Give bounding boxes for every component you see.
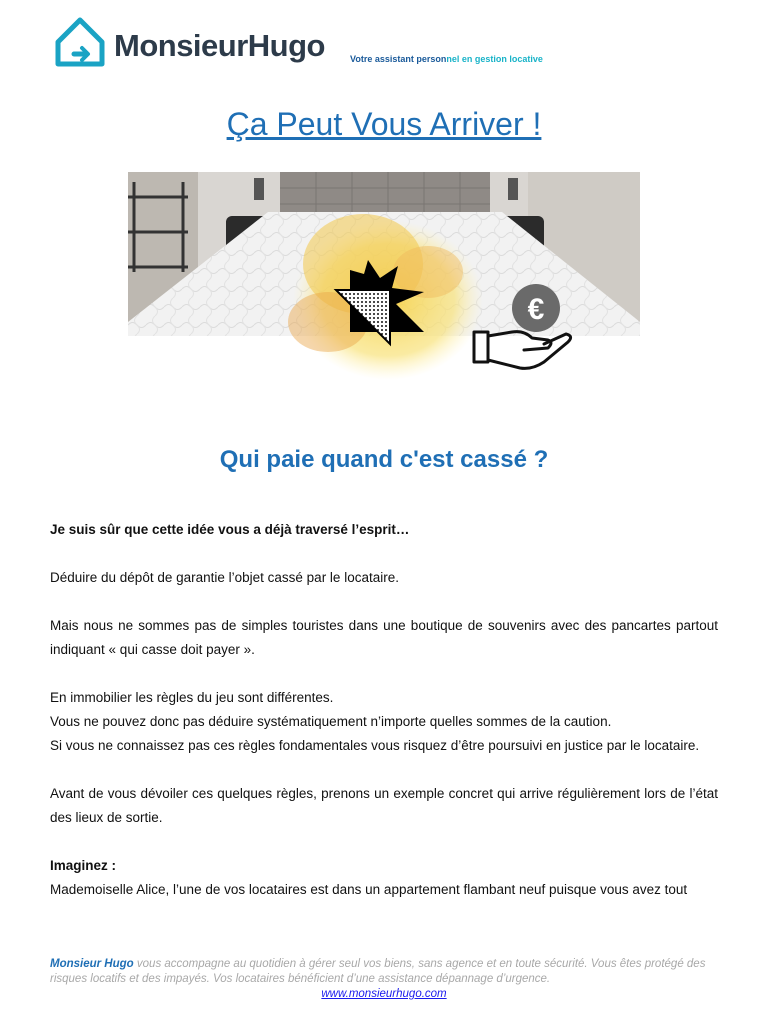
article-body xyxy=(50,518,718,902)
brand-part1: Monsieur xyxy=(114,28,248,63)
hero-illustration xyxy=(128,172,640,416)
brand-part2: Hugo xyxy=(247,28,325,63)
section-subtitle: Qui paie quand c'est cassé ? xyxy=(219,446,549,473)
page-title: Ça Peut Vous Arriver ! xyxy=(226,106,542,142)
paragraph-3a: En immobilier les règles du jeu sont différentes. xyxy=(50,690,334,705)
page-footer xyxy=(50,957,718,1002)
tagline-part1: Votre assistant person xyxy=(350,54,447,64)
paragraph-1: Déduire du dépôt de garantie l’objet cassé par le locataire. xyxy=(50,570,399,585)
tagline xyxy=(350,54,543,64)
paragraph-4: Avant de vous dévoiler ces quelques règles, prenons un exemple concret qui arrive régulièrement lors de l’état des lieux de sortie. xyxy=(50,786,718,825)
euro-symbol: € xyxy=(527,293,545,326)
footer-brand: Monsieur Hugo xyxy=(50,958,134,970)
brand-name xyxy=(114,28,325,64)
paragraph-5: Mademoiselle Alice, l’une de vos locataires est dans un appartement flambant neuf puisque vous avez tout xyxy=(50,882,688,897)
imagine-heading: Imaginez : xyxy=(50,858,117,873)
house-logo-icon xyxy=(52,14,108,68)
paragraph-3b: Vous ne pouvez donc pas déduire systématiquement n’importe quelles sommes de la caution. xyxy=(50,714,612,729)
footer-text: vous accompagne au quotidien à gérer seul vos biens, sans agence et en toute sécurité. Vous êtes protégé des risques locatifs et des impayés. Vos locataires bénéficient d’une assistance dépannage d’urgence. xyxy=(50,958,706,985)
tagline-part2: nel en gestion locative xyxy=(446,54,543,64)
intro-paragraph: Je suis sûr que cette idée vous a déjà traversé l’esprit… xyxy=(50,522,410,537)
paragraph-3c: Si vous ne connaissez pas ces règles fondamentales vous risquez d’être poursuivi en justice par le locataire. xyxy=(50,738,700,753)
page-header xyxy=(52,14,712,76)
footer-website-link[interactable]: www.monsieurhugo.com xyxy=(321,988,447,1000)
paragraph-2: Mais nous ne sommes pas de simples touristes dans une boutique de souvenirs avec des pancartes partout indiquant « qui casse doit payer ». xyxy=(50,618,718,657)
